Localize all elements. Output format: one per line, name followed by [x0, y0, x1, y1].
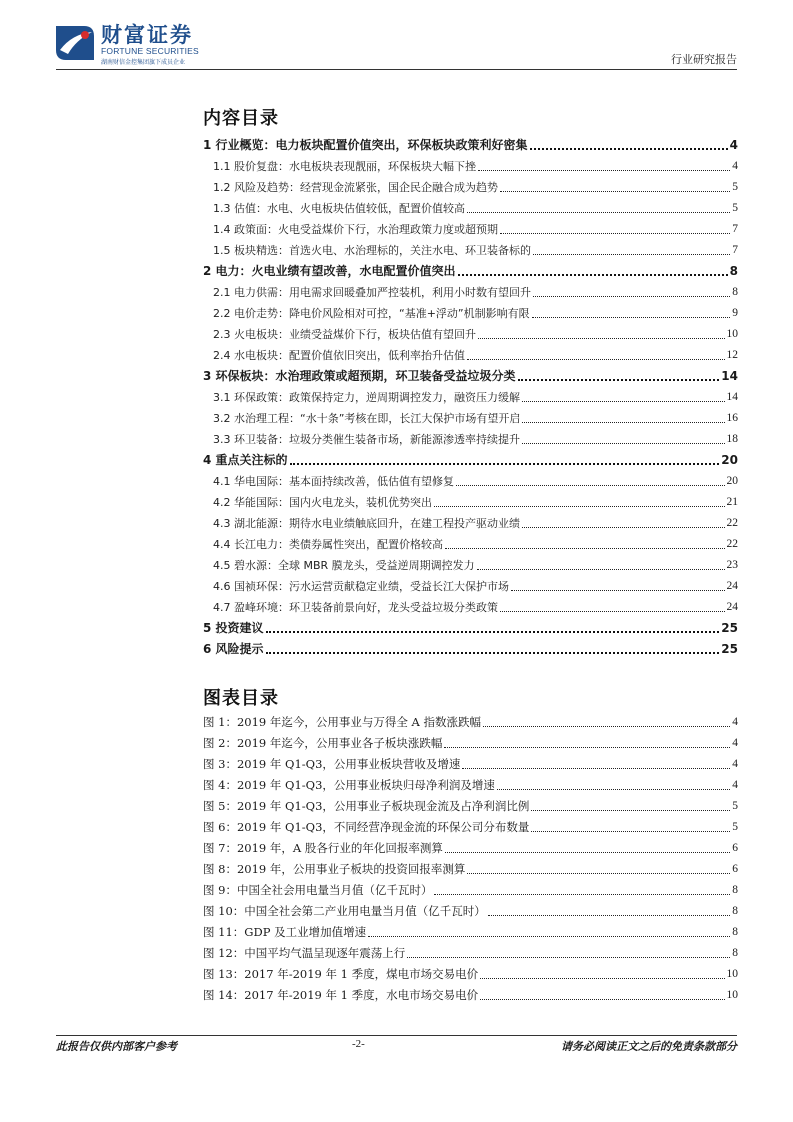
- dot-leader: [511, 590, 725, 591]
- figure-entry[interactable]: [203, 921, 738, 942]
- dot-leader: [480, 999, 724, 1000]
- entry-page-number: 4: [732, 779, 738, 791]
- entry-title: 4.7 盈峰环境：环卫装备前景向好，龙头受益垃圾分类政策: [213, 601, 498, 614]
- entry-title: 4 重点关注标的: [203, 453, 288, 467]
- figures-title: 图表目录: [203, 688, 279, 709]
- figure-entry[interactable]: [203, 879, 738, 900]
- toc-section-entry[interactable]: [203, 218, 738, 239]
- entry-page-number: 4: [732, 737, 738, 749]
- toc-chapter-entry[interactable]: [203, 134, 738, 155]
- dot-leader: [477, 569, 725, 570]
- dot-leader: [478, 338, 725, 339]
- footer-disclaimer-right: 请务必阅读正文之后的免责条款部分: [561, 1040, 737, 1053]
- dot-leader: [290, 463, 720, 465]
- toc-section-entry[interactable]: [203, 491, 738, 512]
- figure-entry[interactable]: [203, 942, 738, 963]
- entry-page-number: 10: [726, 989, 738, 1001]
- entry-page-number: 18: [726, 433, 738, 445]
- dot-leader: [467, 873, 730, 874]
- figure-entry[interactable]: [203, 795, 738, 816]
- toc-section-entry[interactable]: [203, 596, 738, 617]
- figure-entry[interactable]: [203, 753, 738, 774]
- entry-title: 1.5 板块精选：首选火电、水治理标的，关注水电、环卫装备标的: [213, 244, 531, 257]
- entry-title: 1.3 估值：水电、火电板块估值较低，配置价值较高: [213, 202, 465, 215]
- logo-english-name: FORTUNE SECURITIES: [101, 46, 199, 56]
- dot-leader: [531, 810, 730, 811]
- entry-page-number: 14: [726, 391, 738, 403]
- figure-entry[interactable]: [203, 858, 738, 879]
- entry-title: 图 14：2017 年-2019 年 1 季度，水电市场交易电价: [203, 988, 479, 1002]
- dot-leader: [497, 789, 730, 790]
- entry-title: 2.3 火电板块：业绩受益煤价下行，板块估值有望回升: [213, 328, 476, 341]
- figure-entry[interactable]: [203, 900, 738, 921]
- toc-chapter-entry[interactable]: [203, 617, 738, 638]
- toc-section-entry[interactable]: [203, 344, 738, 365]
- toc-section-entry[interactable]: [203, 575, 738, 596]
- entry-page-number: 8: [732, 884, 738, 896]
- dot-leader: [266, 652, 720, 654]
- dot-leader: [522, 443, 725, 444]
- figure-entry[interactable]: [203, 837, 738, 858]
- toc-section-entry[interactable]: [203, 281, 738, 302]
- dot-leader: [444, 747, 730, 748]
- figure-entry[interactable]: [203, 732, 738, 753]
- header-divider: [56, 69, 737, 70]
- entry-page-number: 4: [732, 160, 738, 172]
- entry-title: 图 8：2019 年，公用事业子板块的投资回报率测算: [203, 862, 466, 876]
- dot-leader: [266, 631, 720, 633]
- dot-leader: [434, 506, 725, 507]
- dot-leader: [522, 401, 725, 402]
- entry-page-number: 25: [721, 642, 738, 656]
- entry-page-number: 12: [726, 349, 738, 361]
- dot-leader: [478, 170, 730, 171]
- entry-page-number: 5: [732, 202, 738, 214]
- list-of-figures: [203, 711, 738, 1005]
- entry-title: 图 5：2019 年 Q1-Q3，公用事业子板块现金流及占净利润比例: [203, 799, 530, 813]
- entry-title: 图 7：2019 年，A 股各行业的年化回报率测算: [203, 841, 443, 855]
- dot-leader: [522, 422, 724, 423]
- page-number: -2-: [352, 1038, 365, 1050]
- entry-title: 4.3 湖北能源：期待水电业绩触底回升，在建工程投产驱动业绩: [213, 517, 520, 530]
- dot-leader: [467, 212, 730, 213]
- dot-leader: [532, 317, 731, 318]
- entry-page-number: 7: [732, 223, 738, 235]
- entry-title: 图 1：2019 年迄今，公用事业与万得全 A 指数涨跌幅: [203, 715, 482, 729]
- toc-section-entry[interactable]: [203, 323, 738, 344]
- entry-page-number: 9: [732, 307, 738, 319]
- entry-page-number: 8: [732, 947, 738, 959]
- table-of-contents: [203, 134, 738, 659]
- entry-title: 4.4 长江电力：类债券属性突出，配置价格较高: [213, 538, 443, 551]
- entry-page-number: 21: [726, 496, 738, 508]
- toc-section-entry[interactable]: [203, 197, 738, 218]
- dot-leader: [445, 852, 730, 853]
- dot-leader: [500, 191, 730, 192]
- dot-leader: [456, 485, 725, 486]
- dot-leader: [480, 978, 724, 979]
- entry-page-number: 8: [732, 905, 738, 917]
- dot-leader: [462, 768, 730, 769]
- entry-page-number: 5: [732, 181, 738, 193]
- entry-title: 4.1 华电国际：基本面持续改善，低估值有望修复: [213, 475, 454, 488]
- entry-page-number: 23: [726, 559, 738, 571]
- dot-leader: [368, 936, 730, 937]
- entry-title: 1.1 股价复盘：水电板块表现靓丽，环保板块大幅下挫: [213, 160, 476, 173]
- entry-title: 图 10：中国全社会第二产业用电量当月值（亿千瓦时）: [203, 904, 486, 918]
- dot-leader: [445, 548, 725, 549]
- toc-section-entry[interactable]: [203, 407, 738, 428]
- dot-leader: [533, 296, 730, 297]
- figure-entry[interactable]: [203, 984, 738, 1005]
- entry-page-number: 25: [721, 621, 738, 635]
- toc-chapter-entry[interactable]: [203, 638, 738, 659]
- figure-entry[interactable]: [203, 711, 738, 732]
- entry-title: 2.1 电力供需：用电需求回暖叠加严控装机，利用小时数有望回升: [213, 286, 531, 299]
- toc-section-entry[interactable]: [203, 239, 738, 260]
- figure-entry[interactable]: [203, 774, 738, 795]
- toc-section-entry[interactable]: [203, 176, 738, 197]
- entry-title: 图 11：GDP 及工业增加值增速: [203, 925, 367, 939]
- dot-leader: [483, 726, 730, 727]
- entry-page-number: 24: [726, 580, 738, 592]
- entry-page-number: 10: [726, 968, 738, 980]
- entry-title: 3.2 水治理工程：“水十条”考核在即，长江大保护市场有望开启: [213, 412, 521, 425]
- entry-page-number: 6: [732, 842, 738, 854]
- dot-leader: [434, 894, 730, 895]
- entry-page-number: 8: [732, 926, 738, 938]
- entry-page-number: 5: [732, 800, 738, 812]
- entry-page-number: 24: [726, 601, 738, 613]
- figure-entry[interactable]: [203, 816, 738, 837]
- entry-title: 3.3 环卫装备：垃圾分类催生装备市场，新能源渗透率持续提升: [213, 433, 520, 446]
- entry-title: 图 13：2017 年-2019 年 1 季度，煤电市场交易电价: [203, 967, 479, 981]
- company-logo: [54, 18, 254, 68]
- entry-page-number: 16: [726, 412, 738, 424]
- entry-title: 4.5 碧水源：全球 MBR 膜龙头，受益逆周期调控发力: [213, 559, 475, 572]
- logo-subtitle: 湖南财信金控集团旗下成员企业: [101, 59, 186, 66]
- toc-section-entry[interactable]: [203, 428, 738, 449]
- entry-page-number: 5: [732, 821, 738, 833]
- entry-page-number: 8: [732, 286, 738, 298]
- report-type-label: 行业研究报告: [671, 53, 737, 66]
- entry-title: 2.4 水电板块：配置价值依旧突出，低利率抬升估值: [213, 349, 465, 362]
- toc-chapter-entry[interactable]: [203, 449, 738, 470]
- entry-title: 3.1 环保政策：政策保持定力，逆周期调控发力，融资压力缓解: [213, 391, 520, 404]
- entry-title: 图 2：2019 年迄今，公用事业各子板块涨跌幅: [203, 736, 443, 750]
- dot-leader: [488, 915, 730, 916]
- entry-page-number: 20: [726, 475, 738, 487]
- entry-page-number: 8: [729, 264, 738, 278]
- entry-title: 6 风险提示: [203, 642, 264, 656]
- entry-page-number: 4: [729, 138, 738, 152]
- entry-title: 3 环保板块：水治理政策或超预期，环卫装备受益垃圾分类: [203, 369, 516, 383]
- entry-title: 图 6：2019 年 Q1-Q3，不同经营净现金流的环保公司分布数量: [203, 820, 530, 834]
- toc-section-entry[interactable]: [203, 512, 738, 533]
- toc-section-entry[interactable]: [203, 470, 738, 491]
- toc-section-entry[interactable]: [203, 533, 738, 554]
- entry-title: 图 3：2019 年 Q1-Q3，公用事业板块营收及增速: [203, 757, 461, 771]
- toc-chapter-entry[interactable]: [203, 260, 738, 281]
- toc-section-entry[interactable]: [203, 386, 738, 407]
- dot-leader: [458, 274, 728, 276]
- fortune-logo-icon: [54, 20, 96, 62]
- dot-leader: [407, 957, 730, 958]
- dot-leader: [500, 611, 725, 612]
- entry-page-number: 7: [732, 244, 738, 256]
- entry-page-number: 22: [726, 538, 738, 550]
- entry-title: 1 行业概览：电力板块配置价值突出，环保板块政策利好密集: [203, 138, 528, 152]
- toc-section-entry[interactable]: [203, 155, 738, 176]
- entry-title: 图 4：2019 年 Q1-Q3，公用事业板块归母净利润及增速: [203, 778, 495, 792]
- entry-page-number: 22: [726, 517, 738, 529]
- entry-title: 1.4 政策面：火电受益煤价下行，水治理政策力度或超预期: [213, 223, 498, 236]
- toc-title: 内容目录: [203, 108, 279, 129]
- entry-title: 4.6 国祯环保：污水运营贡献稳定业绩，受益长江大保护市场: [213, 580, 509, 593]
- entry-title: 图 12：中国平均气温呈现逐年震荡上行: [203, 946, 406, 960]
- entry-page-number: 4: [732, 758, 738, 770]
- entry-page-number: 4: [732, 716, 738, 728]
- entry-page-number: 20: [721, 453, 738, 467]
- toc-chapter-entry[interactable]: [203, 365, 738, 386]
- dot-leader: [467, 359, 725, 360]
- dot-leader: [533, 254, 730, 255]
- toc-section-entry[interactable]: [203, 302, 738, 323]
- dot-leader: [522, 527, 725, 528]
- dot-leader: [530, 148, 728, 150]
- entry-page-number: 14: [721, 369, 738, 383]
- logo-chinese-name: 财富证券: [101, 23, 193, 47]
- entry-title: 5 投资建议: [203, 621, 264, 635]
- entry-page-number: 6: [732, 863, 738, 875]
- entry-title: 4.2 华能国际：国内火电龙头，装机优势突出: [213, 496, 432, 509]
- page-header: [0, 0, 793, 75]
- toc-section-entry[interactable]: [203, 554, 738, 575]
- dot-leader: [500, 233, 730, 234]
- footer-divider: [56, 1035, 737, 1036]
- entry-title: 图 9：中国全社会用电量当月值（亿千瓦时）: [203, 883, 433, 897]
- entry-title: 1.2 风险及趋势：经营现金流紧张，国企民企融合成为趋势: [213, 181, 498, 194]
- footer-disclaimer-left: 此报告仅供内部客户参考: [56, 1040, 177, 1053]
- entry-title: 2.2 电价走势：降电价风险相对可控，“基准+浮动”机制影响有限: [213, 307, 530, 320]
- dot-leader: [531, 831, 730, 832]
- entry-page-number: 10: [726, 328, 738, 340]
- figure-entry[interactable]: [203, 963, 738, 984]
- dot-leader: [518, 379, 720, 381]
- entry-title: 2 电力：火电业绩有望改善，水电配置价值突出: [203, 264, 456, 278]
